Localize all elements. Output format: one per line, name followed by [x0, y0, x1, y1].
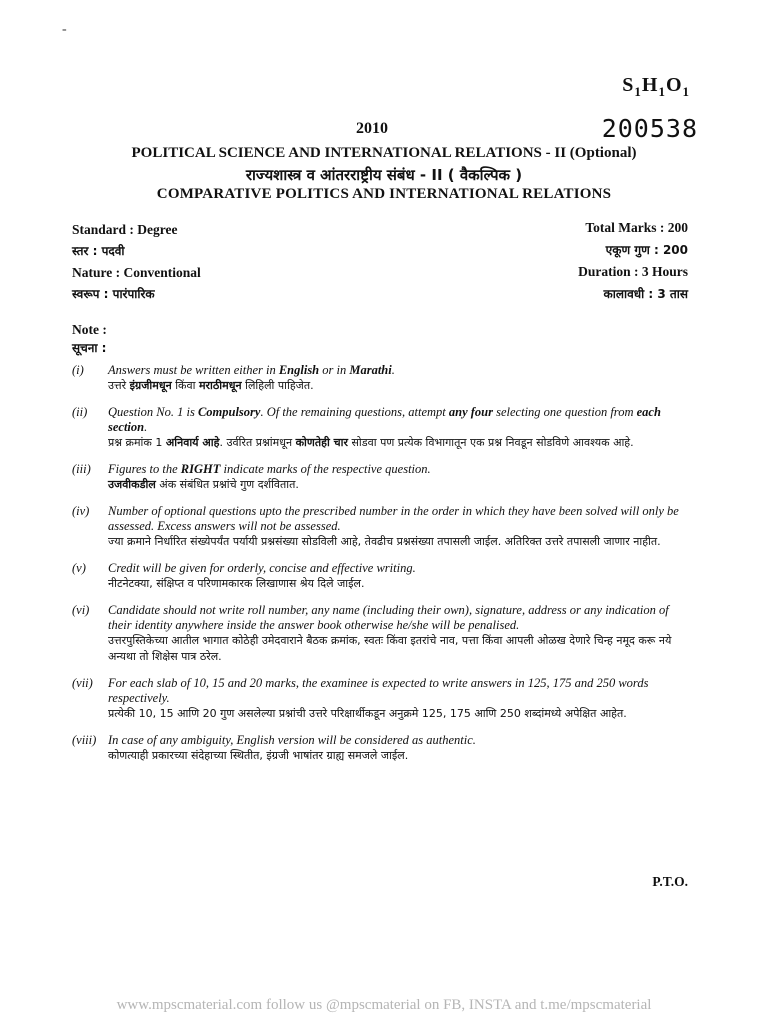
nature-english: Nature : Conventional — [72, 265, 201, 280]
instruction-number: (ii) — [72, 405, 88, 419]
note-label-english: Note : — [72, 322, 107, 337]
scan-mark: - — [62, 22, 67, 37]
note-heading — [72, 320, 107, 358]
instruction-number: (iv) — [72, 504, 90, 518]
instruction-number: (iii) — [72, 462, 91, 476]
instruction-marathi: प्रत्येकी 10, 15 आणि 20 गुण असलेल्या प्रश्नांची उत्तरे परिक्षार्थीकडून अनुक्रमे 125, 175 आणि 250 शब्दांमध्ये अपेक्षित आहेत. — [108, 707, 627, 720]
total-marks-english: Total Marks : 200 — [585, 220, 688, 235]
instruction-marathi: उजवीकडील अंक संबंधित प्रश्नांचे गुण दर्शवितात. — [108, 478, 299, 491]
instruction-english: In case of any ambiguity, English version will be considered as authentic. — [108, 733, 476, 747]
instruction-number: (vii) — [72, 676, 93, 690]
instruction-english: Figures to the RIGHT indicate marks of the respective question. — [108, 462, 431, 476]
instruction-item — [72, 405, 690, 451]
paper-title-english: POLITICAL SCIENCE AND INTERNATIONAL RELATIONS - II (Optional) — [131, 145, 637, 161]
instruction-number: (vi) — [72, 603, 90, 617]
instruction-item — [72, 504, 690, 550]
instruction-number: (viii) — [72, 733, 97, 747]
paper-number: 200538 — [601, 114, 698, 143]
exam-year: 2010 — [356, 120, 388, 137]
standard-marathi: स्तर : पदवी — [72, 244, 125, 258]
instruction-english: Candidate should not write roll number, any name (including their own), signature, address or any indication of their identity anywhere inside the answer book otherwise he/she will be penalised. — [108, 603, 669, 632]
instruction-item — [72, 603, 690, 665]
instruction-item — [72, 462, 690, 493]
please-turn-over: P.T.O. — [652, 874, 688, 889]
instruction-marathi: उत्तरे इंग्रजीमधून किंवा मराठीमधून लिहिली पाहिजेत. — [108, 379, 314, 392]
instruction-item — [72, 676, 690, 722]
paper-code: $S_1H_1O_1$ — [622, 74, 690, 99]
duration-marathi: कालावधी : 3 तास — [603, 287, 688, 301]
standard-english: Standard : Degree — [72, 222, 178, 237]
instruction-english: For each slab of 10, 15 and 20 marks, the examinee is expected to write answers in 125, 175 and 250 words respectively. — [108, 676, 649, 705]
instruction-number: (i) — [72, 363, 84, 377]
note-label-marathi: सूचना : — [72, 341, 107, 355]
paper-subtitle: COMPARATIVE POLITICS AND INTERNATIONAL RELATIONS — [156, 186, 612, 202]
instruction-english: Credit will be given for orderly, concise and effective writing. — [108, 561, 416, 575]
instruction-item — [72, 733, 690, 764]
instruction-item — [72, 561, 690, 592]
instruction-marathi: ज्या क्रमाने निर्धारित संख्येपर्यंत पर्यायी प्रश्नसंख्या सोडविली आहे, तेवढीच प्रश्नसंख्या तपासली जाईल. अतिरिक्त उत्तरे तपासली जाणार नाहीत. — [108, 535, 661, 548]
instructions-list — [72, 363, 690, 775]
instruction-marathi: प्रश्न क्रमांक 1 अनिवार्य आहे. उर्वरित प्रश्नांमधून कोणतेही चार सोडवा पण प्रत्येक विभागातून एक प्रश्न निवडून सोडविणे आवश्यक आहे. — [108, 436, 634, 449]
instruction-number: (v) — [72, 561, 86, 575]
instruction-marathi: कोणत्याही प्रकारच्या संदेहाच्या स्थितीत, इंग्रजी भाषांतर ग्राह्य समजले जाईल. — [108, 749, 409, 762]
footer-watermark: www.mpscmaterial.com follow us @mpscmaterial on FB, INSTA and t.me/mpscmaterial — [116, 997, 652, 1013]
instruction-item — [72, 363, 690, 394]
instruction-english: Answers must be written either in English or in Marathi. — [108, 363, 395, 377]
paper-title-marathi: राज्यशास्त्र व आंतरराष्ट्रीय संबंध - II ( वैकल्पिक ) — [245, 166, 523, 184]
instruction-english: Number of optional questions upto the prescribed number in the order in which they have been solved will only be assessed. Excess answers will not be assessed. — [108, 504, 679, 533]
instruction-english: Question No. 1 is Compulsory. Of the remaining questions, attempt any four selecting one question from each section. — [108, 405, 661, 434]
total-marks-marathi: एकूण गुण : 200 — [605, 243, 688, 257]
instruction-marathi: उत्तरपुस्तिकेच्या आतील भागात कोठेही उमेदवाराने बैठक क्रमांक, स्वतः किंवा इतरांचे नाव, पत्ता किंवा आपली ओळख देणारे चिन्ह नमूद करू नये अन्यथा तो शिक्षेस पात्र ठरेल. — [108, 634, 672, 663]
nature-marathi: स्वरूप : पारंपारिक — [72, 287, 155, 301]
duration-english: Duration : 3 Hours — [578, 264, 688, 279]
instruction-marathi: नीटनेटक्या, संक्षिप्त व परिणामकारक लिखाणास श्रेय दिले जाईल. — [108, 577, 365, 590]
